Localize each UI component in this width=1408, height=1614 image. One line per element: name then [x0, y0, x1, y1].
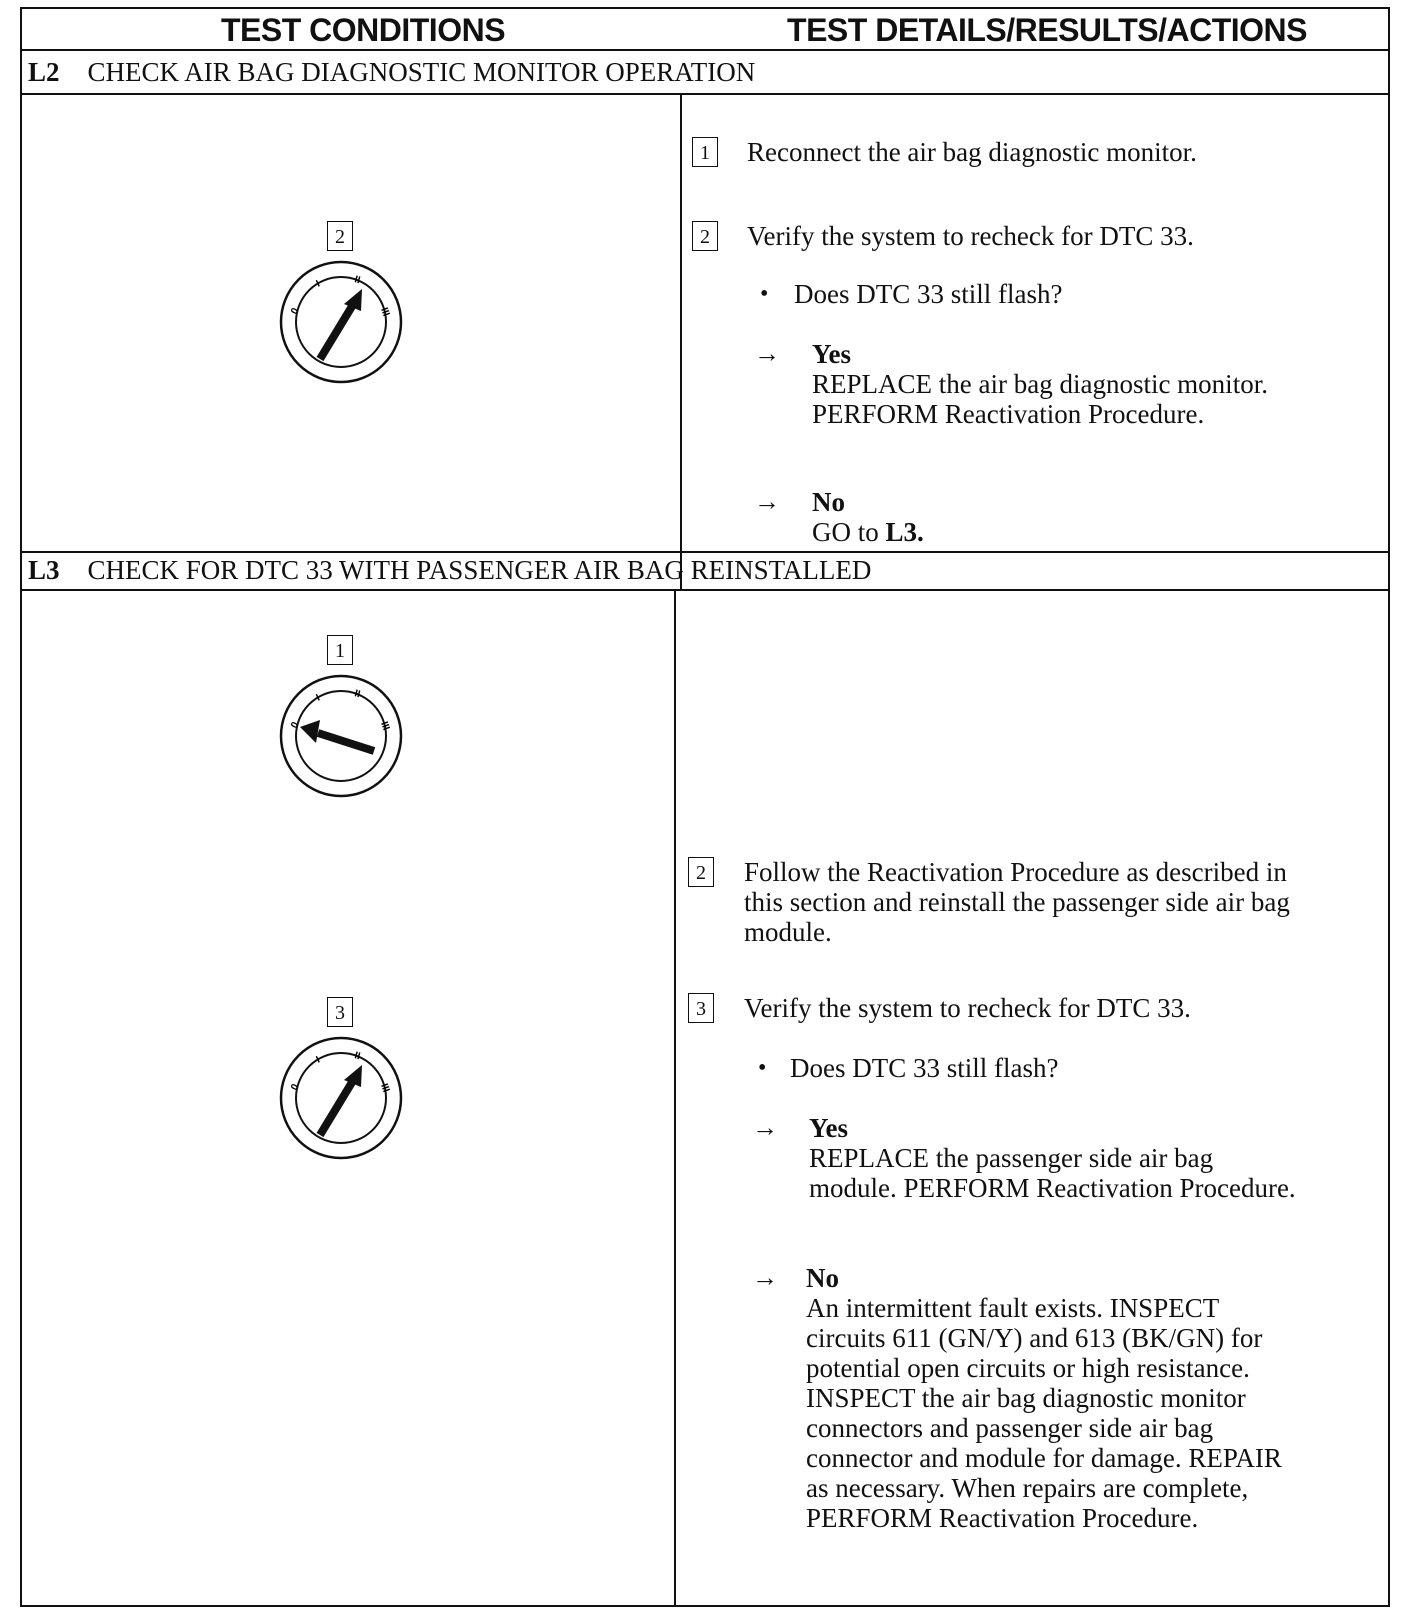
ignition-switch-lock-icon	[278, 673, 404, 799]
step-3-text: Verify the system to recheck for DTC 33.	[744, 993, 1191, 1023]
bullet-icon: •	[758, 1055, 767, 1081]
arrow-right-icon: →	[752, 1263, 778, 1292]
bullet-icon: •	[760, 281, 769, 307]
section-l2-title: L2 CHECK AIR BAG DIAGNOSTIC MONITOR OPERATION	[28, 57, 756, 87]
divider	[22, 551, 1388, 553]
column-divider	[680, 93, 682, 589]
ignition-switch-run-icon	[278, 1035, 404, 1161]
yes-result: Yes REPLACE the passenger side air bag module. PERFORM Reactivation Procedure.	[809, 1113, 1296, 1203]
step-box-2: 2	[688, 857, 714, 887]
arrow-right-icon: →	[752, 1113, 778, 1142]
svg-text:0: 0	[289, 306, 302, 317]
header-test-details: TEST DETAILS/RESULTS/ACTIONS	[787, 12, 1307, 48]
step-box-2: 2	[692, 221, 718, 251]
no-result: No An intermittent fault exists. INSPECT circuits 611 (GN/Y) and 613 (BK/GN) for potential open circuits or high resistance. INSPECT the air bag diagnostic monitor connectors and passenger side air bag connector and module for damage. REPAIR as necessary. When repairs are complete, PERFORM Reactivation Procedure.	[806, 1263, 1282, 1533]
divider	[22, 589, 1388, 591]
question-text: Does DTC 33 still flash?	[794, 279, 1063, 309]
header-test-conditions: TEST CONDITIONS	[220, 12, 506, 48]
step-box-3: 3	[688, 993, 714, 1023]
arrow-right-icon: →	[754, 339, 780, 368]
divider	[22, 93, 1388, 95]
yes-result: Yes REPLACE the air bag diagnostic monitor. PERFORM Reactivation Procedure.	[812, 339, 1268, 429]
step-2-text: Verify the system to recheck for DTC 33.	[747, 221, 1194, 251]
condition-step-box: 2	[327, 221, 353, 251]
svg-text:I: I	[314, 1054, 322, 1066]
step-1-text: Reconnect the air bag diagnostic monitor.	[747, 137, 1197, 167]
svg-text:II: II	[353, 688, 362, 701]
divider	[22, 49, 1388, 51]
section-l3-title: L3 CHECK FOR DTC 33 WITH PASSENGER AIR BAG REINSTALLED	[28, 555, 872, 585]
condition-step-box: 3	[327, 997, 353, 1027]
ignition-switch-run-icon	[278, 259, 404, 385]
svg-text:III: III	[378, 720, 392, 732]
test-table	[20, 7, 1390, 1607]
svg-text:III: III	[378, 1082, 392, 1094]
question-text: Does DTC 33 still flash?	[790, 1053, 1059, 1083]
arrow-right-icon: →	[754, 487, 780, 516]
svg-text:III: III	[378, 306, 392, 318]
svg-text:II: II	[353, 274, 362, 287]
svg-text:0: 0	[289, 1082, 302, 1093]
column-divider	[674, 589, 676, 1607]
condition-step-box: 1	[327, 635, 353, 665]
svg-text:I: I	[314, 692, 322, 704]
step-box-1: 1	[692, 137, 718, 167]
svg-text:II: II	[353, 1050, 362, 1063]
svg-text:I: I	[314, 278, 322, 290]
svg-text:0: 0	[289, 720, 302, 731]
no-result: No GO to L3.	[812, 487, 924, 547]
step-2-text: Follow the Reactivation Procedure as described in this section and reinstall the passenger side air bag module.	[744, 857, 1290, 947]
